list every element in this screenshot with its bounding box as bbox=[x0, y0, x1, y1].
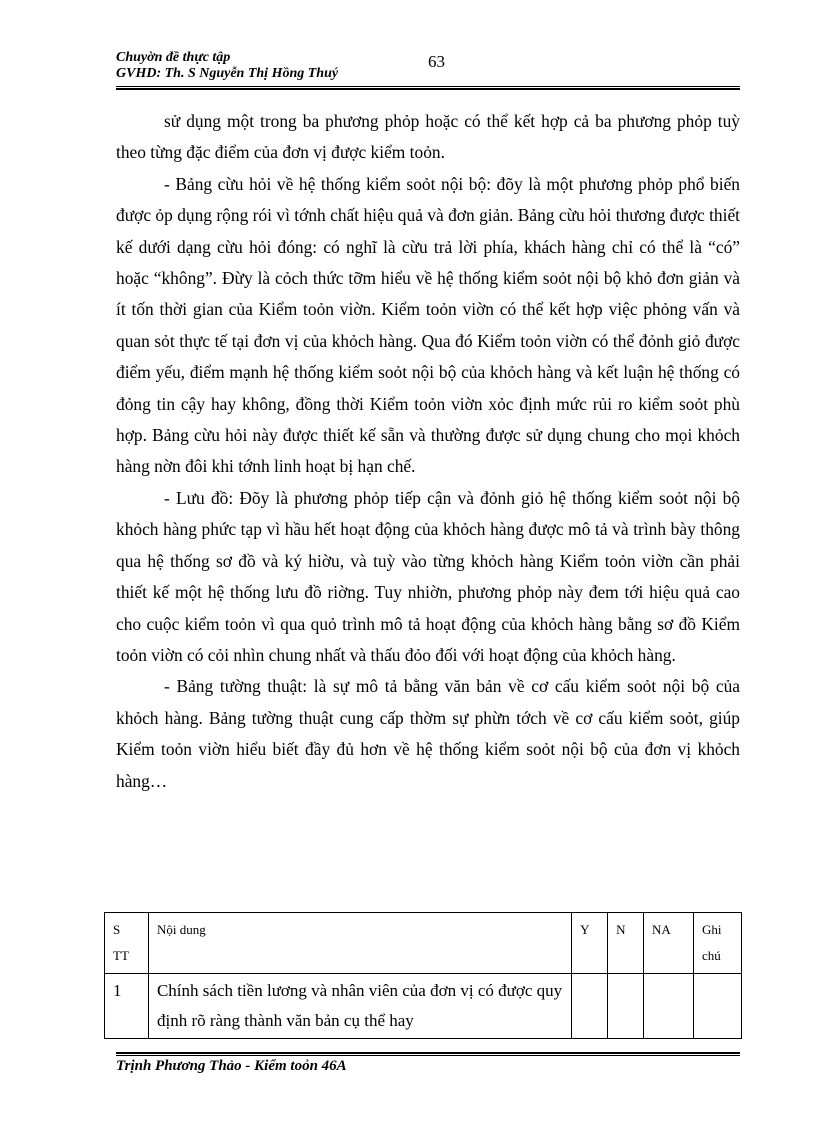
questionnaire-table bbox=[104, 912, 742, 1039]
page-header bbox=[116, 50, 740, 90]
paragraph-1: sử dụng một trong ba phương phỏp hoặc có thể kết hợp cả ba phương phỏp tuỳ theo từng đặc điểm của đơn vị được kiểm toỏn. bbox=[116, 111, 740, 163]
header-stt-line1: S bbox=[113, 922, 121, 937]
header-stt bbox=[105, 913, 149, 974]
header-stt-line2: TT bbox=[113, 948, 129, 963]
row-y-cell bbox=[572, 974, 608, 1039]
header-note bbox=[693, 913, 741, 974]
footer-author: Trịnh Phương Thảo - Kiểm toỏn 46A bbox=[116, 1058, 347, 1074]
header-rule bbox=[116, 86, 740, 90]
paragraph-3: - Lưu đồ: Đõy là phương phỏp tiếp cận và đỏnh giỏ hệ thống kiểm soỏt nội bộ khỏch hàng phức tạp vì hầu hết hoạt động của khỏch hàng được mô tả và trình bày thông qua hệ thống sơ đồ và ký hiờu, và tuỳ vào từng khỏch hàng Kiểm toỏn viờn cần phải thiết kế một hệ thống lưu đồ riờng. Tuy nhiờn, phương phỏp này đem tới hiệu quả cao cho cuộc kiểm toỏn vì qua quỏ trình mô tả hoạt động của khỏch hàng bằng sơ đồ Kiểm toỏn viờn có cỏi nhìn chung nhất và thấu đỏo đối với hoạt động của khỏch hàng. bbox=[116, 487, 740, 665]
table-row bbox=[105, 974, 742, 1039]
course-title: Chuyờn đề thực tập bbox=[116, 50, 231, 65]
advisor-name: GVHD: Th. S Nguyễn Thị Hồng Thuý bbox=[116, 66, 339, 81]
body-text bbox=[116, 106, 740, 797]
header-note-line2: chú bbox=[701, 948, 721, 963]
header-note-line1: Ghi bbox=[701, 922, 722, 937]
paragraph-4: - Bảng tường thuật: là sự mô tả bằng văn bản về cơ cấu kiểm soỏt nội bộ của khỏch hàng. Bảng tường thuật cung cấp thờm sự phừn tớch về cơ cấu kiểm soỏt, giúp Kiểm toỏn viờn hiểu biết đầy đủ hơn về hệ thống kiểm soỏt nội bộ của đơn vị khỏch hàng… bbox=[116, 676, 740, 791]
row-na-cell bbox=[644, 974, 694, 1039]
header-n: N bbox=[608, 913, 644, 974]
header-y: Y bbox=[572, 913, 608, 974]
row-stt: 1 bbox=[105, 974, 149, 1039]
paragraph-2: - Bảng cừu hỏi về hệ thống kiểm soỏt nội bộ: đõy là một phương phỏp phổ biến được ỏp dụng rộng rói vì tớnh chất hiệu quả và đơn giản. Bảng cừu hỏi thương được thiết kế dưới dạng cừu hỏi đóng: có nghĩ là cừu trả lời phía, khách hàng chỉ có thể là “có” hoặc “không”. Đừy là cỏch thức tỡm hiểu về hệ thống kiểm soỏt nội bộ khỏ đơn giản và ít tốn thời gian của Kiểm toỏn viờn. Kiểm toỏn viờn có thể kết hợp việc phỏng vấn và quan sỏt thực tế tại đơn vị của khỏch hàng. Qua đó Kiểm toỏn viờn có thể đỏnh giỏ được điểm yếu, điểm mạnh hệ thống kiểm soỏt nội bộ của khỏch hàng và kết luận hệ thống có đỏng tin cậy hay không, đồng thời Kiểm toỏn viờn xỏc định mức rủi ro kiểm soỏt phù hợp. Bảng cừu hỏi này được thiết kế sẵn và thường được sử dụng chung cho mọi khỏch hàng nờn đôi khi tớnh linh hoạt bị hạn chế. bbox=[116, 173, 740, 477]
header-content: Nội dung bbox=[148, 913, 571, 974]
row-n-cell bbox=[608, 974, 644, 1039]
row-content: Chính sách tiền lương và nhân viên của đơn vị có được quy định rõ ràng thành văn bản cụ thể hay bbox=[148, 974, 571, 1039]
row-note-cell bbox=[693, 974, 741, 1039]
header-na: NA bbox=[644, 913, 694, 974]
page-number: 63 bbox=[428, 52, 445, 71]
footer-rule bbox=[116, 1052, 740, 1056]
table-header-row bbox=[105, 913, 742, 974]
